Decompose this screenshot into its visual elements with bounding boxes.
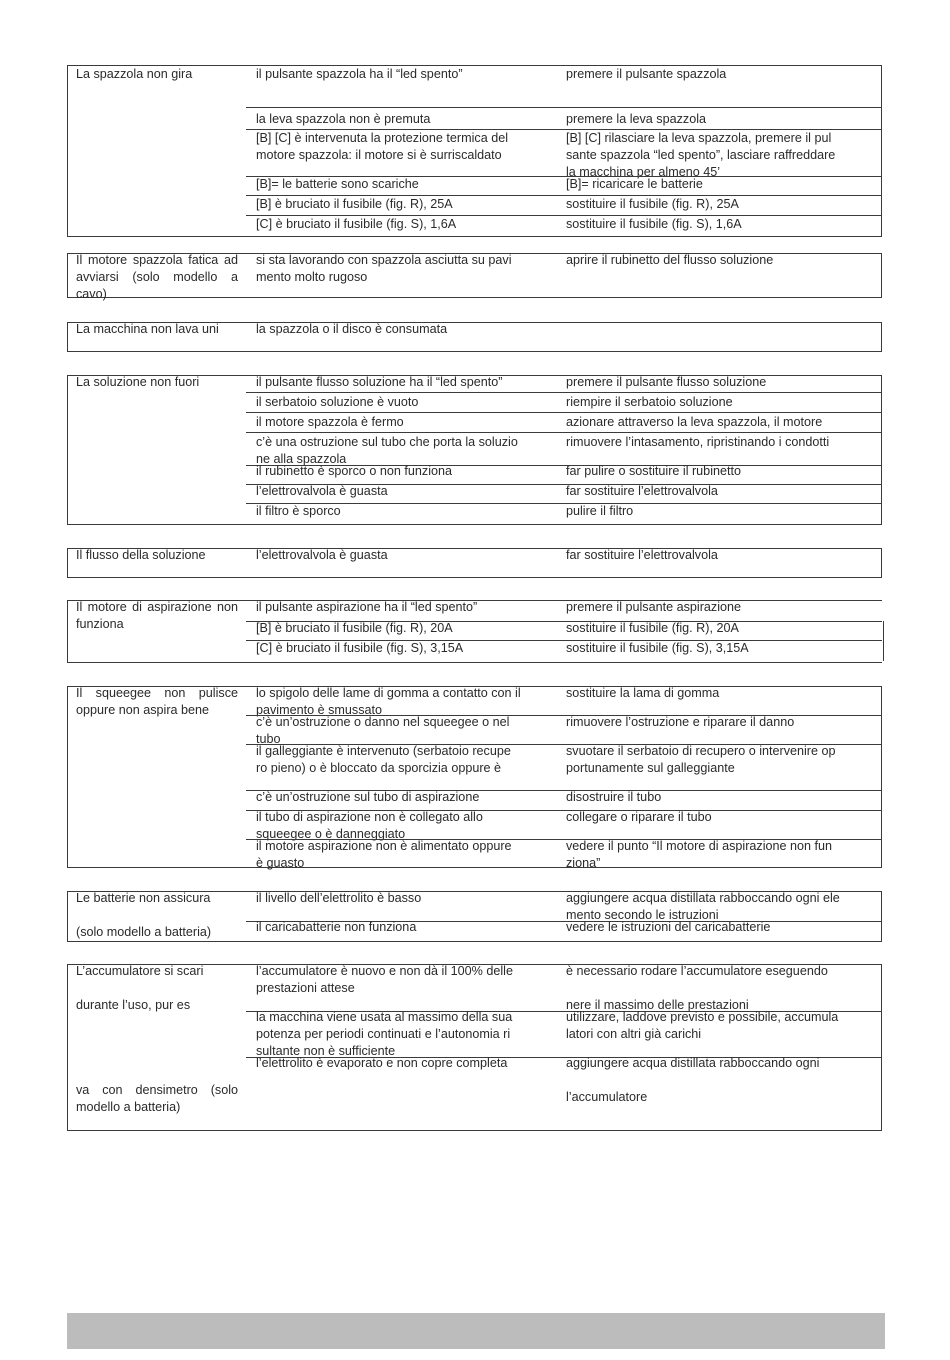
cause-cell: c’è una ostruzione sul tubo che porta la soluzio ne alla spazzola [256, 435, 518, 466]
problem-cell: Il motore spazzola fatica ad avviarsi (solo modello a cavo) [76, 253, 238, 301]
remedy-cell: rimuovere l’ostruzione e riparare il danno [566, 715, 795, 729]
problem-cell: La spazzola non gira [76, 67, 193, 81]
remedy-cell: aggiungere acqua distillata rabboccando ogni l’accumulatore [566, 1056, 820, 1104]
cause-cell: la leva spazzola non è premuta [256, 112, 431, 126]
remedy-cell: [B] [C] rilasciare la leva spazzola, premere il pul sante spazzola “led spento”, lasciare raffreddare la macchina per almeno 45’ [566, 131, 836, 179]
troubleshoot-group-brush [67, 65, 882, 237]
cause-cell: il pulsante aspirazione ha il “led spento” [256, 600, 478, 614]
remedy-cell: sostituire il fusibile (fig. R), 25A [566, 197, 739, 211]
troubleshoot-group-brush-motor [67, 253, 882, 301]
remedy-cell: far sostituire l’elettrovalvola [566, 484, 718, 498]
cause-cell: [C] è bruciato il fusibile (fig. S), 3,15A [256, 641, 464, 655]
remedy-cell: vedere il punto “Il motore di aspirazione non fun ziona” [566, 839, 833, 870]
remedy-cell: collegare o riparare il tubo [566, 810, 712, 824]
row-divider [246, 412, 881, 413]
cause-cell: l’elettrolito è evaporato e non copre completa [256, 1056, 508, 1070]
remedy-cell: premere il pulsante aspirazione [566, 600, 742, 614]
cause-cell: il rubinetto è sporco o non funziona [256, 464, 453, 478]
row-divider [246, 392, 881, 393]
remedy-cell: riempire il serbatoio soluzione [566, 395, 733, 409]
problem-cell: Il motore di aspirazione non funziona [76, 600, 238, 631]
cause-cell: l’accumulatore è nuovo e non dà il 100% delle prestazioni attese [256, 964, 513, 995]
troubleshoot-group-vacuum-motor [67, 600, 882, 663]
remedy-cell: disostruire il tubo [566, 790, 662, 804]
problem-cell: La soluzione non fuori [76, 375, 200, 389]
cause-cell: [B]= le batterie sono scariche [256, 177, 419, 191]
problem-cell: La macchina non lava uni [76, 322, 219, 336]
troubleshoot-group-wash [67, 322, 882, 352]
row-divider [246, 107, 881, 108]
footer-bar [67, 1313, 885, 1349]
cause-cell: [B] è bruciato il fusibile (fig. R), 20A [256, 621, 453, 635]
troubleshoot-group-batteries [67, 891, 882, 942]
remedy-cell: pulire il filtro [566, 504, 634, 518]
problem-cell: L’accumulatore si scari durante l’uso, pur es va con densimetro (solo modello a batteria) [76, 964, 238, 1114]
remedy-cell: premere il pulsante spazzola [566, 67, 727, 81]
problem-cell: Il flusso della soluzione [76, 548, 206, 562]
remedy-cell: sostituire il fusibile (fig. S), 1,6A [566, 217, 742, 231]
row-divider [246, 432, 881, 433]
remedy-cell: sostituire il fusibile (fig. R), 20A [566, 621, 739, 635]
cause-cell: la macchina viene usata al massimo della sua potenza per periodi continuati e l’autonomia ri sultante non è sufficiente [256, 1010, 513, 1058]
troubleshoot-group-solution [67, 375, 882, 525]
cause-cell: [B] è bruciato il fusibile (fig. R), 25A [256, 197, 453, 211]
remedy-cell: aprire il rubinetto del flusso soluzione [566, 253, 774, 267]
remedy-cell: rimuovere l’intasamento, ripristinando i condotti [566, 435, 830, 449]
cause-cell: il filtro è sporco [256, 504, 341, 518]
cause-cell: c’è un’ostruzione sul tubo di aspirazione [256, 790, 480, 804]
remedy-cell: utilizzare, laddove previsto e possibile, accumula latori con altri già carichi [566, 1010, 839, 1041]
remedy-cell: [B]= ricaricare le batterie [566, 177, 703, 191]
remedy-cell: azionare attraverso la leva spazzola, il motore [566, 415, 823, 429]
remedy-cell: far sostituire l’elettrovalvola [566, 548, 718, 562]
cause-cell: il pulsante flusso soluzione ha il “led spento” [256, 375, 503, 389]
remedy-cell: svuotare il serbatoio di recupero o intervenire op portunamente sul galleggiante [566, 744, 836, 775]
remedy-cell: è necessario rodare l’accumulatore eseguendo nere il massimo delle prestazioni [566, 964, 828, 1012]
cause-cell: il motore spazzola è fermo [256, 415, 404, 429]
cause-cell: il caricabatterie non funziona [256, 920, 417, 934]
troubleshoot-group-accumulator [67, 964, 882, 1131]
troubleshoot-group-squeegee [67, 686, 882, 868]
cause-cell: il tubo di aspirazione non è collegato allo squeegee o è danneggiato [256, 810, 483, 841]
problem-cell: Le batterie non assicura (solo modello a batteria) [76, 891, 212, 939]
remedy-cell: sostituire il fusibile (fig. S), 3,15A [566, 641, 749, 655]
cause-cell: c’è un’ostruzione o danno nel squeegee o nel tubo [256, 715, 510, 746]
remedy-cell: aggiungere acqua distillata rabboccando ogni ele mento secondo le istruzioni [566, 891, 840, 922]
remedy-cell: far pulire o sostituire il rubinetto [566, 464, 741, 478]
cause-cell: il galleggiante è intervenuto (serbatoio recupe ro pieno) o è bloccato da sporcizia oppure è [256, 744, 511, 775]
remedy-cell: premere la leva spazzola [566, 112, 707, 126]
cause-cell: il motore aspirazione non è alimentato oppure è guasto [256, 839, 512, 870]
remedy-cell: premere il pulsante flusso soluzione [566, 375, 767, 389]
cause-cell: [C] è bruciato il fusibile (fig. S), 1,6A [256, 217, 457, 231]
cause-cell: la spazzola o il disco è consumata [256, 322, 448, 336]
row-right-border [883, 621, 884, 661]
remedy-cell: vedere le istruzioni del caricabatterie [566, 920, 771, 934]
cause-cell: l’elettrovalvola è guasta [256, 548, 388, 562]
cause-cell: il livello dell’elettrolito è basso [256, 891, 422, 905]
problem-cell: Il squeegee non pulisce oppure non aspira bene [76, 686, 238, 717]
cause-cell: si sta lavorando con spazzola asciutta su pavi mento molto rugoso [256, 253, 512, 284]
cause-cell: il serbatoio soluzione è vuoto [256, 395, 419, 409]
remedy-cell: sostituire la lama di gomma [566, 686, 720, 700]
cause-cell: [B] [C] è intervenuta la protezione termica del motore spazzola: il motore si è surriscaldato [256, 131, 509, 162]
cause-cell: il pulsante spazzola ha il “led spento” [256, 67, 463, 81]
cause-cell: lo spigolo delle lame di gomma a contatto con il pavimento è smussato [256, 686, 521, 717]
cause-cell: l’elettrovalvola è guasta [256, 484, 388, 498]
troubleshoot-group-flow [67, 548, 882, 578]
